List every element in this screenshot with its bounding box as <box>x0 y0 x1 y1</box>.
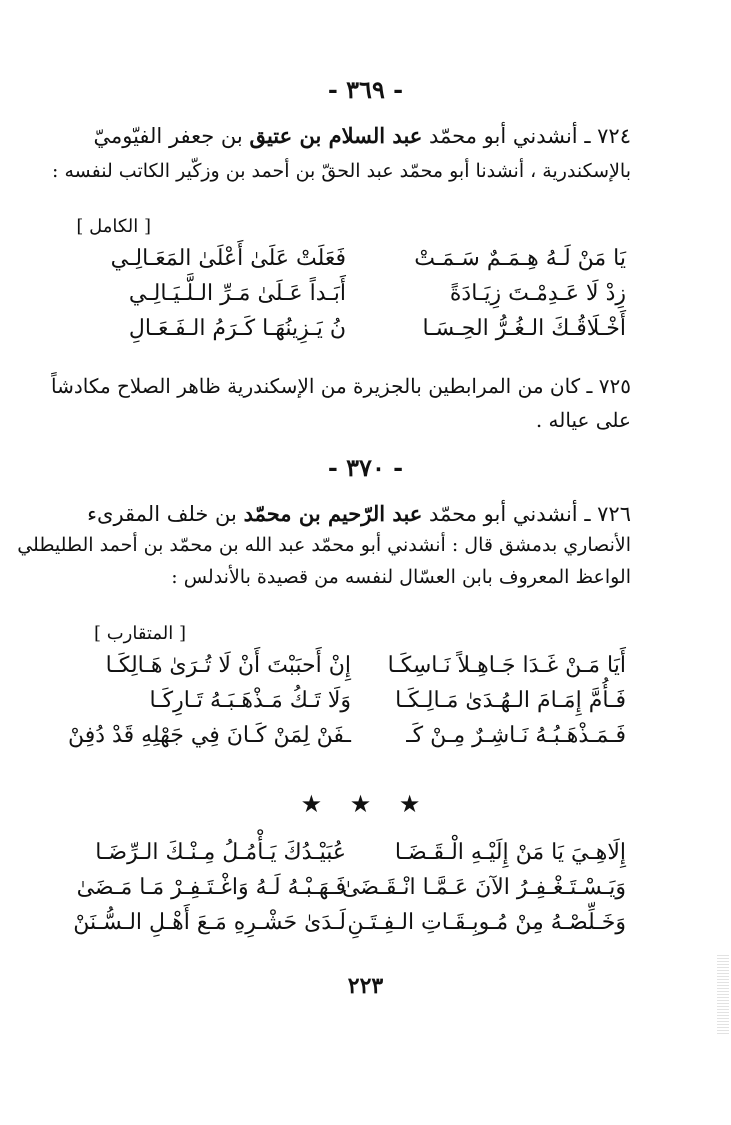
section-number-370: - ٣٧٠ - <box>327 453 404 482</box>
entry-726-suffix: بن خلف المقرىء <box>87 502 237 526</box>
verse-726-2-right: فَـأُمَّ إِمَـامَ الـهُـدَىٰ مَـالِـكَـا <box>395 688 626 713</box>
entry-725-line-1: ٧٢٥ ـ كان من المرابطين بالجزيرة من الإسكندرية ظاهر الصلاح مكادشاً <box>51 374 631 398</box>
entry-726-name: عبد الرّحيم بن محمّد <box>243 501 423 526</box>
verse-724-2-left: أَبَـداً عَـلَىٰ مَـرِّ الـلَّـيَـالِـي <box>128 281 346 306</box>
entry-724-suffix: بن جعفر الفيّوميّ <box>93 124 243 148</box>
verse-724-1-right: يَا مَنْ لَـهُ هِـمَـمٌ سَـمَـتْ <box>414 246 626 271</box>
entry-725-line-2: على عياله . <box>535 408 631 432</box>
verse-726-3-left: ـفَنْ لِمَنْ كَـانَ فِي جَهْلِهِ قَدْ دُفِنْ <box>67 723 351 748</box>
scan-edge-artifact <box>717 955 729 1035</box>
entry-724-name: عبد السلام بن عتيق <box>249 123 423 148</box>
entry-726-line-1 <box>87 501 631 526</box>
section-number-369: - ٣٦٩ - <box>327 75 404 104</box>
page-number: ٢٢٣ <box>347 973 384 999</box>
verse-724-3-left: نُ يَـزِينُهَـا كَـرَمُ الـفَـعَـالِ <box>128 316 346 341</box>
entry-724-line-2: بالإسكندرية ، أنشدنا أبو محمّد عبد الحقّ بن أحمد بن وزكّير الكاتب لنفسه : <box>52 160 631 182</box>
entry-726-line-2: الأنصاري بدمشق قال : أنشدني أبو محمّد عبد الله بن محمّد بن أحمد الطليطلي <box>17 534 631 556</box>
meter-label-kamil: [ الكامل ] <box>76 216 151 237</box>
verse-726-2-left: وَلَا تَـكُ مَـذْهَـبَـهُ تَـارِكَـا <box>149 688 351 713</box>
entry-726-line-3: الواعظ المعروف بابن العسّال لنفسه من قصيدة بالأندلس : <box>171 566 631 588</box>
verse-724-3-right: أَخْـلَاقُـكَ الـغُـرُّ الحِـسَـا <box>422 316 626 341</box>
stars-separator: ★ ★ ★ <box>300 790 431 818</box>
verse-poem2-2-right: وَيَـسْـتَـغْـفِـرُ الآنَ عَـمَّـا انْـقَـضَىٰ <box>341 875 626 900</box>
entry-724-prefix: ٧٢٤ ـ أنشدني أبو محمّد <box>429 124 631 148</box>
verse-poem2-2-left: فَـهَـبْـهُ لَـهُ وَاغْـتَـفِـرْ مَـا مَـضَىٰ <box>76 875 346 900</box>
verse-poem2-3-left: لَـدَىٰ حَشْـرِهِ مَـعَ أَهْـلِ الـسُّـنَنْ <box>73 910 346 935</box>
verse-poem2-1-right: إِلَاهِـيَ يَا مَنْ إِلَيْـهِ الْـقَـضَـا <box>394 840 626 865</box>
entry-724-line-1 <box>93 123 631 148</box>
verse-726-1-right: أَيَا مَـنْ غَـدَا جَـاهِـلاً نَـاسِكَـا <box>387 653 626 678</box>
verse-poem2-1-left: عُبَيْـدُكَ يَـأْمُـلُ مِـنْـكَ الـرِّضَـا <box>95 840 346 865</box>
verse-724-1-left: فَعَلَتْ عَلَىٰ أَعْلَىٰ المَعَـالِـي <box>110 246 346 271</box>
entry-726-prefix: ٧٢٦ ـ أنشدني أبو محمّد <box>429 502 631 526</box>
verse-724-2-right: زِدْ لَا عَـدِمْـتَ زِيَـادَةً <box>449 281 626 306</box>
meter-label-mutaqarib: [ المتقارب ] <box>93 623 186 644</box>
verse-726-1-left: إِنْ أَحبَبْتَ أَنْ لَا تُـرَىٰ هَـالِكَـا <box>105 653 351 678</box>
verse-poem2-3-right: وَخَـلِّصْـهُ مِنْ مُـوبِـقَـاتِ الـفِـتَـنِ <box>347 910 626 935</box>
verse-726-3-right: فَـمَـذْهَـبُـهُ نَـاشِـرٌ مِـنْ كَـ <box>406 723 626 748</box>
